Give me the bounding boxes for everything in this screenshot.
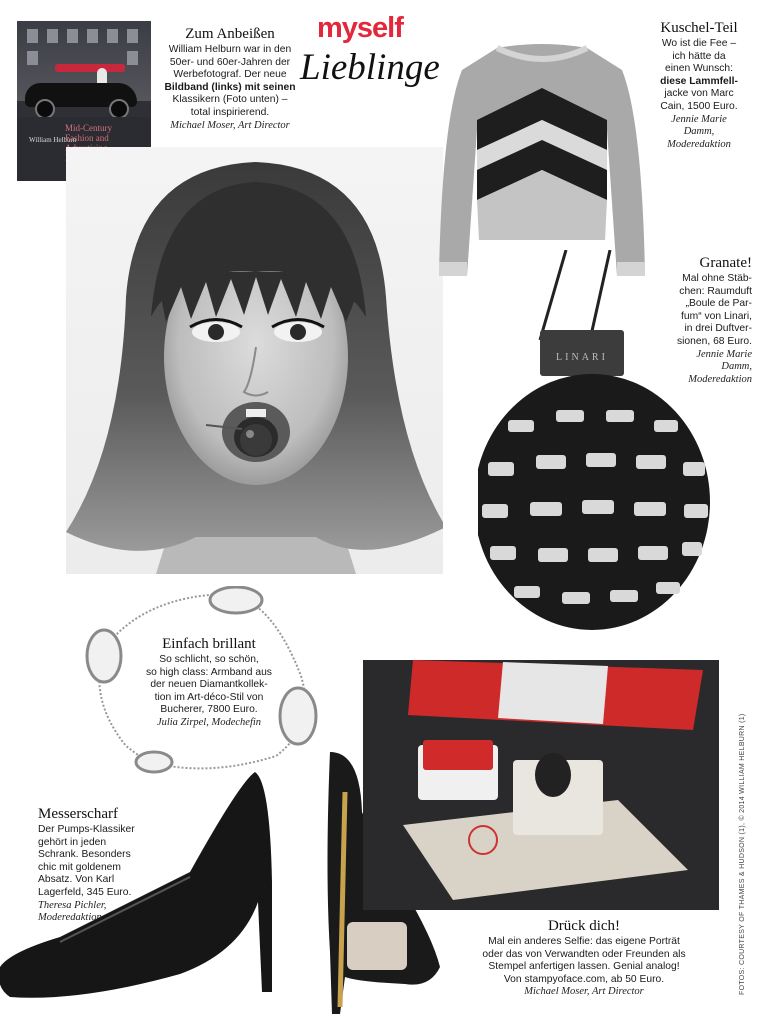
article-zum-anbeissen [156, 26, 304, 132]
byline: Michael Moser, Art Director [524, 986, 644, 998]
woman-portrait-photo [66, 147, 443, 574]
article-kuschel-teil [640, 20, 758, 151]
lambskin-jacket-photo [437, 40, 647, 280]
byline: Jennie Marie Damm, Moderedaktion [667, 113, 731, 150]
byline: Michael Moser, Art Director [170, 119, 290, 131]
photo-credit: FOTOS: COURTESY OF THAMES & HUDSON (1), © 2014 WILLIAM HELBURN (1) [739, 713, 746, 995]
book-title: Mid-Century Fashion and [65, 123, 112, 143]
body-text: William Helburn war in den 50er- und 60er-Jahren der Werbefotograf. Der neue Bildband (links) mit seinen Klassikern (Foto unten) – total inspirierend. [164, 44, 296, 118]
article-drueck-dich [474, 918, 694, 999]
section-title: Lieblinge [300, 47, 440, 88]
face-stamp-photo [363, 660, 719, 910]
magazine-logo: myself [317, 12, 403, 44]
article-messerscharf [38, 806, 174, 925]
headline: Messerscharf [38, 806, 118, 822]
article-einfach-brillant [120, 636, 298, 729]
body-text: Mal ein anderes Selfie: das eigene Porträt oder das von Verwandten oder Freunden als Stempel anfertigen lassen. Genial analog! Von stampyoface.com, ab 50 Euro. [482, 936, 686, 985]
headline: Zum Anbeißen [185, 26, 275, 42]
headline: Drück dich! [547, 918, 621, 934]
byline: Jennie Marie Damm, Moderedaktion [688, 348, 752, 385]
perfume-ball-photo [478, 250, 714, 638]
headline: Granate! [699, 255, 752, 271]
byline: Theresa Pichler, Moderedaktion [38, 899, 107, 924]
body-text: Der Pumps-Klassiker gehört in jeden Schrank. Besonders chic mit goldenem Absatz. Von Karl Lagerfeld, 345 Euro. [38, 824, 135, 898]
body-text: Wo ist die Fee – ich hätte da einen Wunsch: diese Lammfell- jacke von Marc Cain, 1500 Euro. [660, 38, 738, 112]
body-text: So schlicht, so schön, so high class: Armband aus der neuen Diamantkollek- tion im Art-déco-Stil von Bucherer, 7800 Euro. [146, 654, 272, 716]
headline: Kuschel-Teil [660, 20, 738, 36]
headline: Einfach brillant [162, 636, 256, 652]
body-text: Mal ohne Stäb- chen: Raumduft „Boule de Par- fum“ von Linari, in drei Duftver- sionen, 68 Euro. [677, 273, 752, 347]
linari-cap-label: LINARI [556, 352, 608, 363]
book-author: William Helburn [29, 136, 77, 144]
byline: Julia Zirpel, Modechefin [156, 716, 262, 728]
